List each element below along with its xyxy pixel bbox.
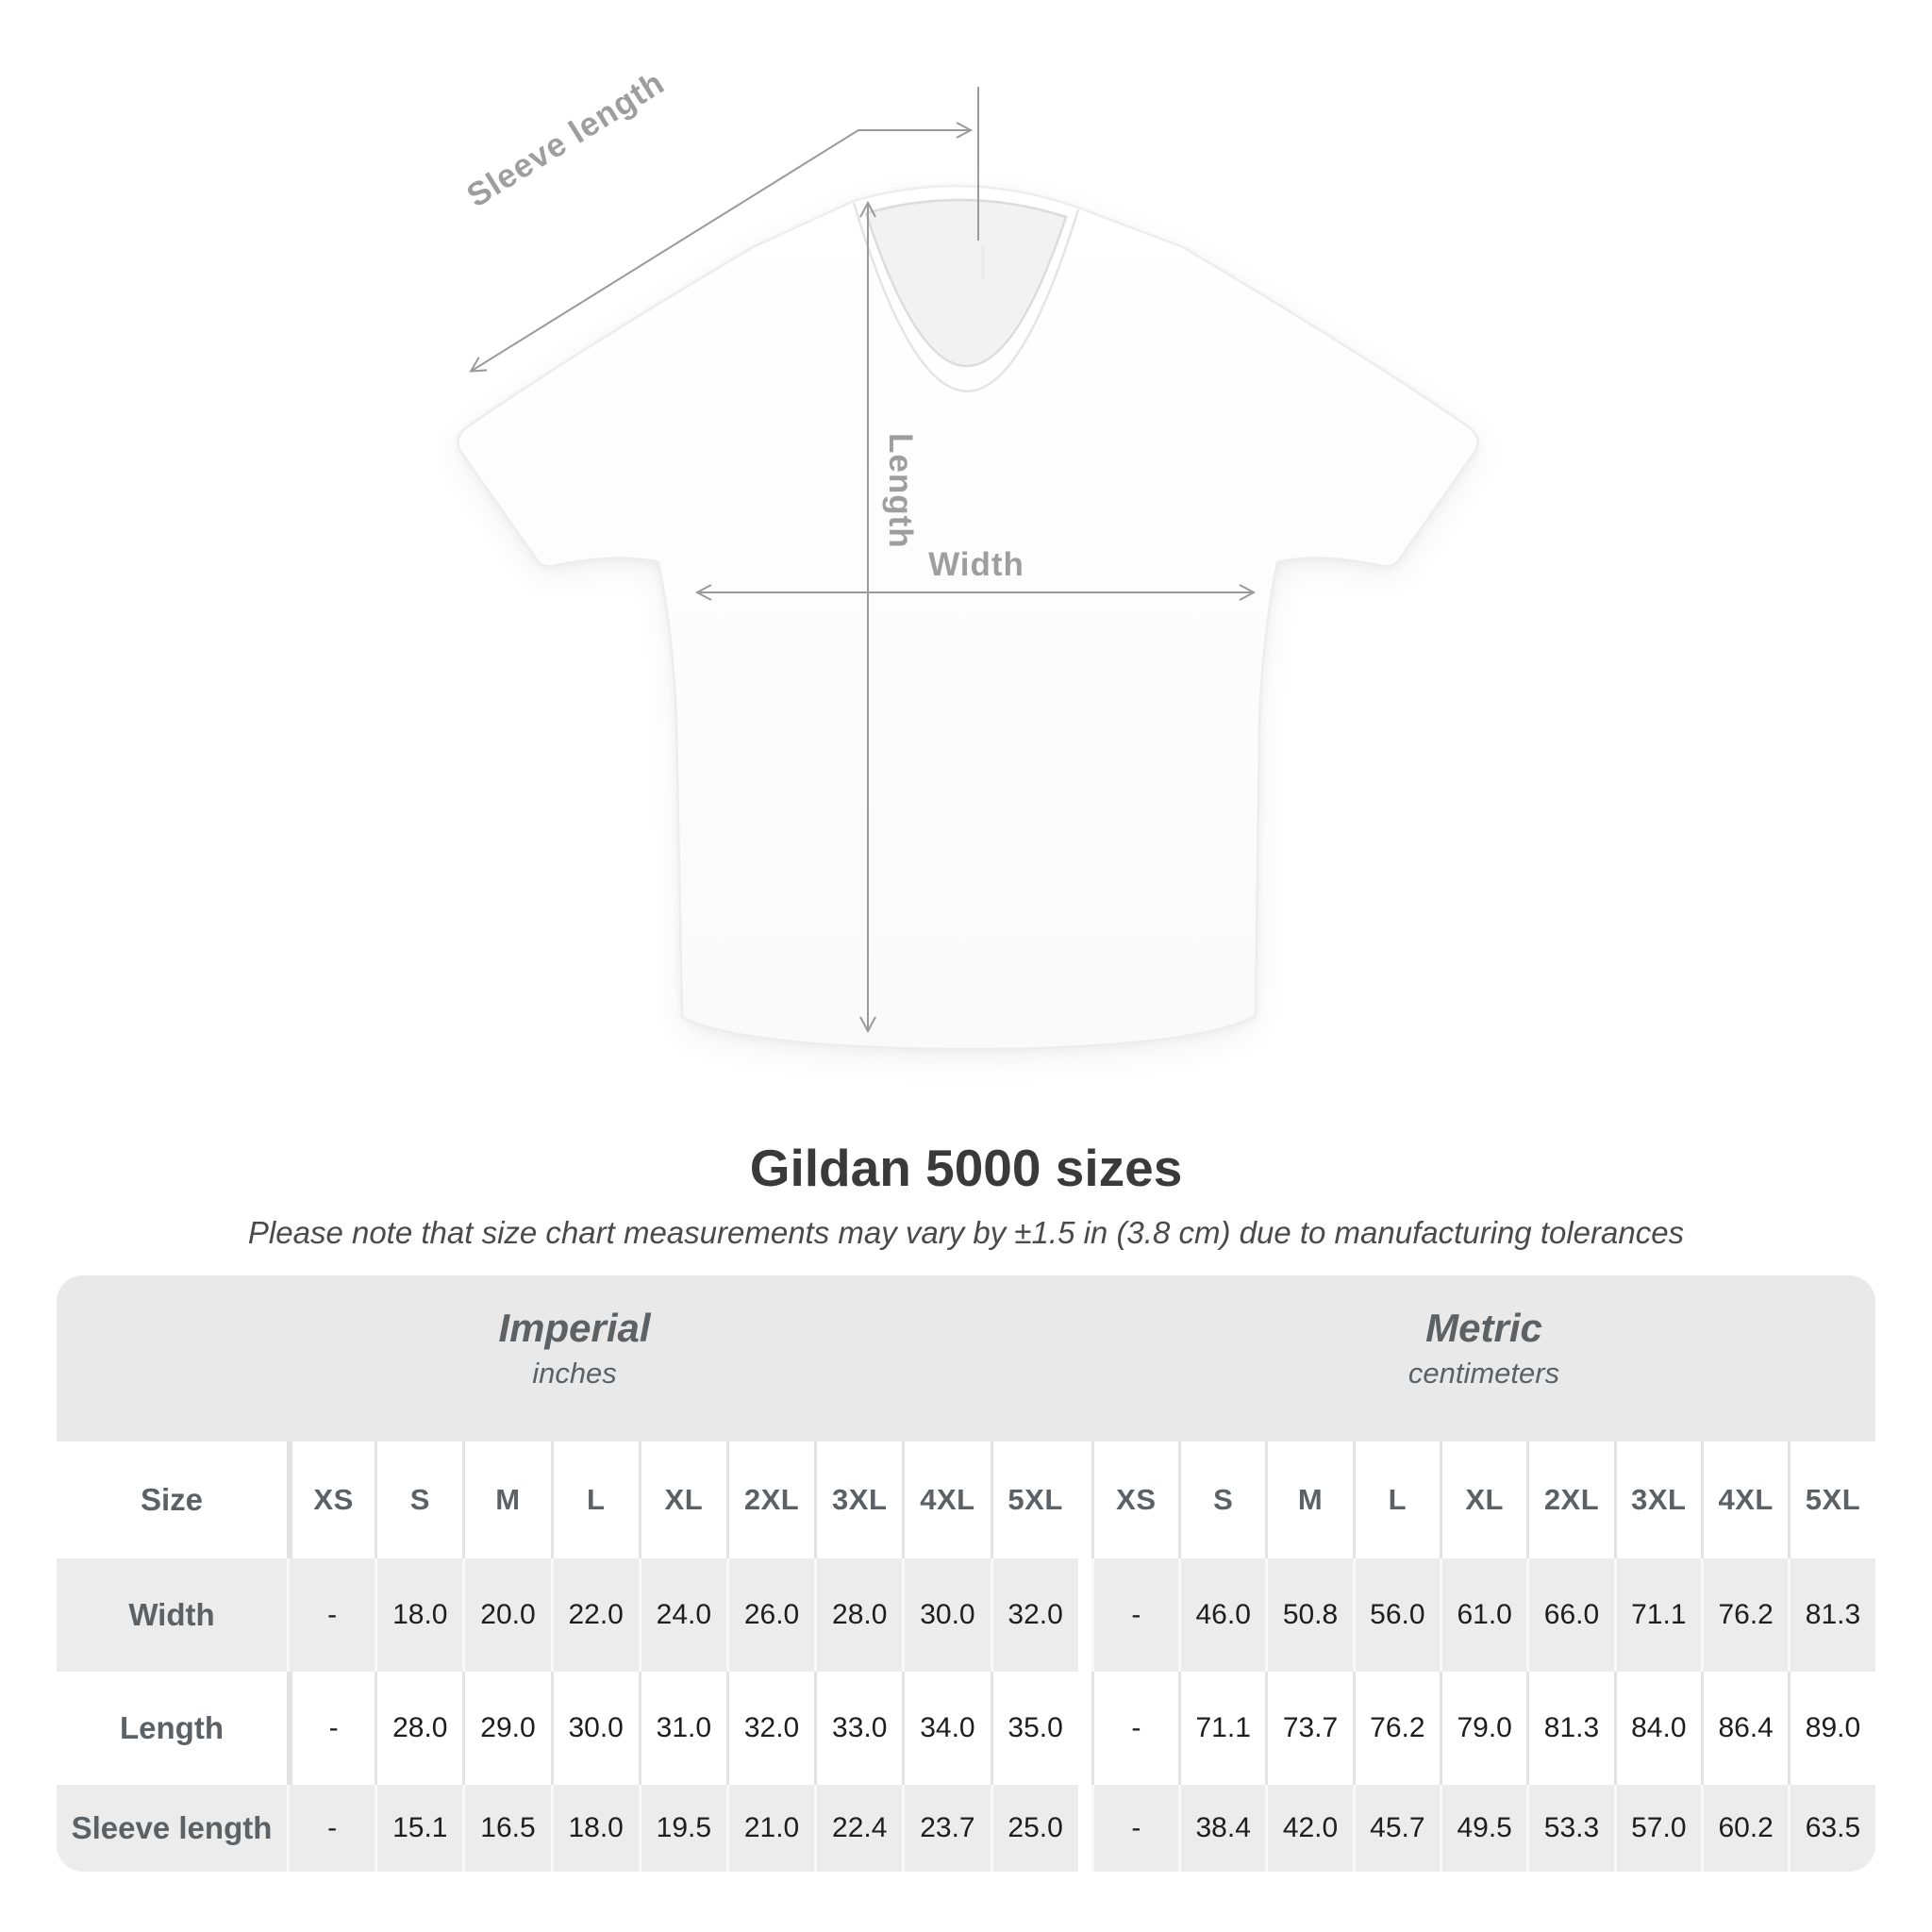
value-cell-metric: - — [1091, 1672, 1178, 1785]
size-col-header-metric: S — [1178, 1441, 1265, 1558]
size-col-header-imperial: 2XL — [726, 1441, 814, 1558]
value-cell-metric: 57.0 — [1614, 1785, 1701, 1872]
value-cell-metric: 76.2 — [1701, 1558, 1788, 1672]
value-cell-imperial: 25.0 — [991, 1785, 1078, 1872]
value-cell-metric: 71.1 — [1178, 1672, 1265, 1785]
value-cell-metric: 66.0 — [1526, 1558, 1613, 1672]
group-gap — [1078, 1785, 1091, 1872]
value-cell-imperial: 31.0 — [639, 1672, 726, 1785]
value-cell-metric: 89.0 — [1788, 1672, 1874, 1785]
value-cell-imperial: 32.0 — [991, 1558, 1078, 1672]
value-cell-metric: 61.0 — [1440, 1558, 1526, 1672]
measurement-row-label: Length — [57, 1672, 287, 1785]
value-cell-imperial: 21.0 — [726, 1785, 814, 1872]
value-cell-metric: 56.0 — [1353, 1558, 1440, 1672]
metric-group-header — [1092, 1275, 1875, 1441]
value-cell-metric: - — [1091, 1558, 1178, 1672]
tshirt-illustration — [458, 186, 1477, 1049]
size-col-header-imperial: XS — [287, 1441, 375, 1558]
value-cell-metric: 86.4 — [1701, 1672, 1788, 1785]
tolerance-note: Please note that size chart measurements may vary by ±1.5 in (3.8 cm) due to manufacturing tolerances — [247, 1215, 1685, 1250]
page-title: Gildan 5000 sizes — [749, 1139, 1183, 1197]
length-label: Length — [882, 432, 919, 549]
measurement-row-label: Sleeve length — [57, 1785, 287, 1872]
metric-label: Metric — [1425, 1306, 1542, 1350]
group-gap — [1078, 1558, 1091, 1672]
imperial-label: Imperial — [498, 1306, 651, 1350]
size-col-header-metric: 2XL — [1526, 1441, 1613, 1558]
size-table-body — [57, 1441, 1875, 1872]
value-cell-metric: 60.2 — [1701, 1785, 1788, 1872]
value-cell-imperial: 18.0 — [375, 1558, 462, 1672]
value-cell-metric: 38.4 — [1178, 1785, 1265, 1872]
value-cell-imperial: 19.5 — [639, 1785, 726, 1872]
value-cell-imperial: 29.0 — [462, 1672, 550, 1785]
value-cell-imperial: 30.0 — [902, 1558, 990, 1672]
size-col-header-imperial: 3XL — [814, 1441, 902, 1558]
size-col-header-imperial: M — [462, 1441, 550, 1558]
value-cell-metric: 81.3 — [1788, 1558, 1874, 1672]
value-cell-metric: 76.2 — [1353, 1672, 1440, 1785]
imperial-units-label: inches — [532, 1357, 617, 1390]
value-cell-imperial: 26.0 — [726, 1558, 814, 1672]
value-cell-imperial: 18.0 — [551, 1785, 639, 1872]
value-cell-imperial: 22.4 — [814, 1785, 902, 1872]
size-table — [57, 1275, 1875, 1872]
size-table-grid — [57, 1441, 1875, 1872]
value-cell-metric: 84.0 — [1614, 1672, 1701, 1785]
size-col-header-imperial: S — [375, 1441, 462, 1558]
size-col-header-imperial: L — [551, 1441, 639, 1558]
value-cell-metric: 42.0 — [1265, 1785, 1352, 1872]
value-cell-metric: 81.3 — [1526, 1672, 1613, 1785]
size-col-header-metric: XL — [1440, 1441, 1526, 1558]
value-cell-imperial: 30.0 — [551, 1672, 639, 1785]
size-col-header-imperial: 5XL — [991, 1441, 1078, 1558]
value-cell-imperial: 16.5 — [462, 1785, 550, 1872]
value-cell-imperial: 32.0 — [726, 1672, 814, 1785]
value-cell-metric: 50.8 — [1265, 1558, 1352, 1672]
value-cell-imperial: 23.7 — [902, 1785, 990, 1872]
size-col-header-metric: 4XL — [1701, 1441, 1788, 1558]
value-cell-metric: - — [1091, 1785, 1178, 1872]
value-cell-imperial: - — [287, 1672, 375, 1785]
value-cell-imperial: 28.0 — [375, 1672, 462, 1785]
value-cell-metric: 63.5 — [1788, 1785, 1874, 1872]
group-gap — [1078, 1441, 1091, 1558]
value-cell-metric: 49.5 — [1440, 1785, 1526, 1872]
group-gap — [1078, 1672, 1091, 1785]
value-cell-metric: 53.3 — [1526, 1785, 1613, 1872]
size-col-header-imperial: XL — [639, 1441, 726, 1558]
sleeve-length-label: Sleeve length — [460, 63, 672, 215]
size-row-header: Size — [57, 1441, 287, 1558]
unit-header-band — [57, 1275, 1875, 1441]
value-cell-imperial: 28.0 — [814, 1558, 902, 1672]
value-cell-imperial: 35.0 — [991, 1672, 1078, 1785]
metric-units-label: centimeters — [1407, 1357, 1560, 1390]
value-cell-imperial: 33.0 — [814, 1672, 902, 1785]
value-cell-imperial: 24.0 — [639, 1558, 726, 1672]
value-cell-metric: 45.7 — [1353, 1785, 1440, 1872]
value-cell-imperial: - — [287, 1785, 375, 1872]
size-col-header-metric: 3XL — [1614, 1441, 1701, 1558]
size-col-header-metric: M — [1265, 1441, 1352, 1558]
value-cell-metric: 46.0 — [1178, 1558, 1265, 1672]
size-col-header-metric: XS — [1091, 1441, 1178, 1558]
value-cell-imperial: 34.0 — [902, 1672, 990, 1785]
value-cell-imperial: - — [287, 1558, 375, 1672]
size-col-header-metric: 5XL — [1788, 1441, 1874, 1558]
width-label: Width — [928, 546, 1024, 583]
measurement-row-label: Width — [57, 1558, 287, 1672]
imperial-group-header — [57, 1275, 1092, 1441]
value-cell-imperial: 20.0 — [462, 1558, 550, 1672]
size-col-header-imperial: 4XL — [902, 1441, 990, 1558]
value-cell-metric: 73.7 — [1265, 1672, 1352, 1785]
value-cell-imperial: 15.1 — [375, 1785, 462, 1872]
value-cell-imperial: 22.0 — [551, 1558, 639, 1672]
size-col-header-metric: L — [1353, 1441, 1440, 1558]
value-cell-metric: 71.1 — [1614, 1558, 1701, 1672]
value-cell-metric: 79.0 — [1440, 1672, 1526, 1785]
